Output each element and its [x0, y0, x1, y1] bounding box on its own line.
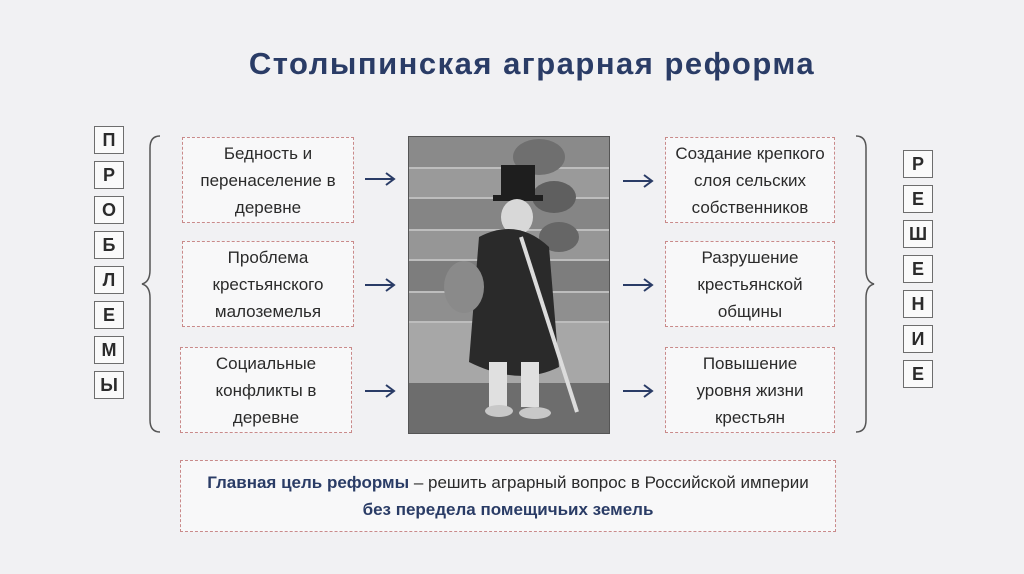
solution-line: Создание крепкого [675, 143, 825, 163]
letter: Н [903, 290, 933, 318]
arrow-right-icon [364, 278, 396, 292]
problem-box [180, 347, 352, 433]
solution-line: собственников [691, 197, 809, 217]
problem-box [182, 137, 354, 223]
peasant-photo [408, 136, 610, 434]
arrow-right-icon [622, 278, 654, 292]
letter: Р [903, 150, 933, 178]
letter: Е [903, 360, 933, 388]
goal-box [180, 460, 836, 532]
solution-line: крестьянской [697, 274, 803, 294]
problem-line: крестьянского [212, 274, 324, 294]
arrow-right-icon [364, 172, 396, 186]
problem-line: Бедность и [223, 143, 313, 163]
problem-line: Социальные [215, 353, 317, 373]
problem-line: перенаселение в [200, 170, 336, 190]
letter: Е [903, 185, 933, 213]
letter: Ы [94, 371, 124, 399]
letter: Е [94, 301, 124, 329]
problem-line: деревне [232, 407, 300, 427]
letter: П [94, 126, 124, 154]
goal-line-1 [181, 469, 835, 496]
solution-line: уровня жизни [696, 380, 804, 400]
letter: Б [94, 231, 124, 259]
solution-line: общины [717, 301, 783, 321]
solution-line: крестьян [714, 407, 786, 427]
solution-line: Разрушение [701, 247, 799, 267]
arrow-right-icon [364, 384, 396, 398]
goal-text: – решить аграрный вопрос в Российской империи [409, 473, 809, 492]
letter: М [94, 336, 124, 364]
letter: Р [94, 161, 124, 189]
problem-line: конфликты в [215, 380, 317, 400]
letter: О [94, 196, 124, 224]
solutions-vertical-label [903, 150, 933, 388]
goal-label: Главная цель реформы [207, 473, 410, 492]
letter: Е [903, 255, 933, 283]
solution-box [665, 241, 835, 327]
problems-vertical-label [94, 126, 124, 399]
problem-line: деревне [234, 197, 302, 217]
page-title: Столыпинская аграрная реформа [248, 46, 816, 81]
solution-box [665, 137, 835, 223]
solution-line: слоя сельских [693, 170, 807, 190]
arrow-right-icon [622, 174, 654, 188]
letter: И [903, 325, 933, 353]
arrow-right-icon [622, 384, 654, 398]
left-brace [140, 134, 164, 434]
letter: Ш [903, 220, 933, 248]
letter: Л [94, 266, 124, 294]
problem-line: Проблема [227, 247, 309, 267]
solution-box [665, 347, 835, 433]
problem-box [182, 241, 354, 327]
goal-line-2: без передела помещичьих земель [362, 500, 654, 519]
solution-line: Повышение [702, 353, 798, 373]
right-brace [852, 134, 876, 434]
problem-line: малоземелья [214, 301, 322, 321]
